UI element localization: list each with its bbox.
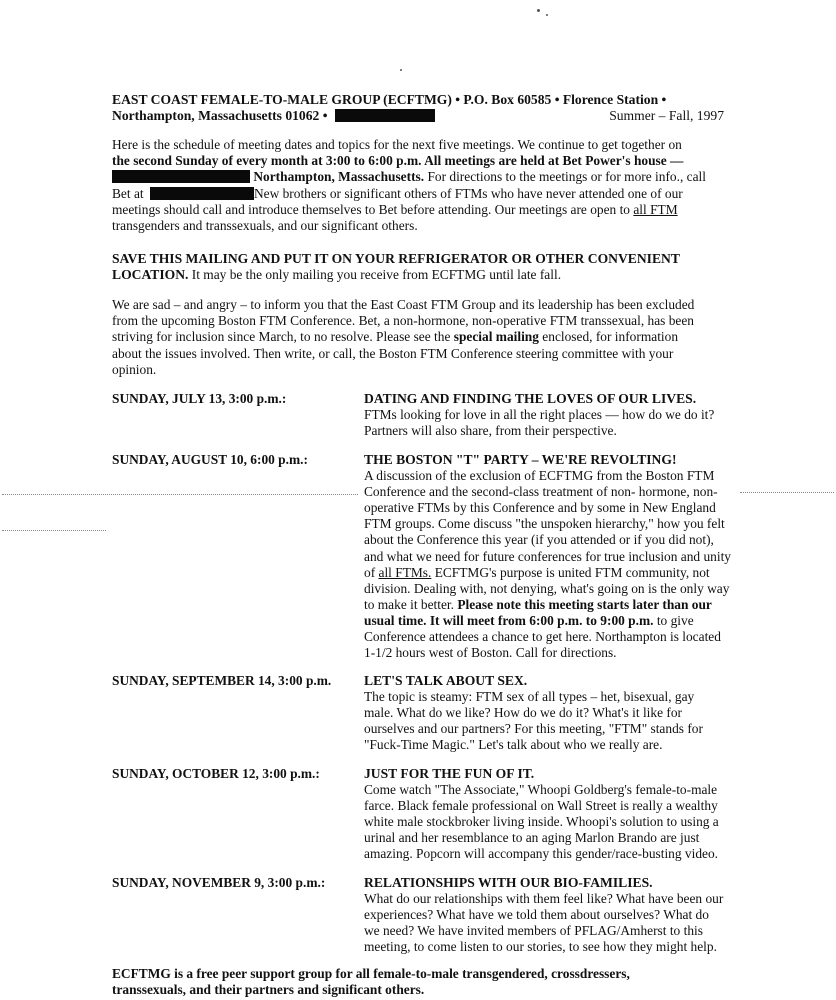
meeting-line: farce. Black female professional on Wall Street is really a wealthy xyxy=(364,798,718,814)
group-description-footer xyxy=(112,966,732,998)
letterhead-line-2 xyxy=(112,108,724,124)
meeting-line: Conference and the second-class treatment of non- hormone, non- xyxy=(364,484,718,500)
meeting-date: SUNDAY, AUGUST 10, 6:00 p.m.: xyxy=(112,452,308,467)
exclusion-line-text: striving for inclusion since March, to no resolve. Please see the xyxy=(112,329,451,345)
meeting-line: Come watch "The Associate," Whoopi Goldberg's female-to-male xyxy=(364,782,718,798)
exclusion-line-rest: enclosed, for information xyxy=(538,329,679,345)
exclusion-line xyxy=(112,329,732,345)
scan-speck xyxy=(546,14,548,16)
save-notice xyxy=(112,251,732,283)
intro-line-rest: For directions to the meetings or for more info., call xyxy=(424,169,706,185)
meeting-line-pre: to make it better. xyxy=(364,596,458,612)
intro-line xyxy=(112,186,732,202)
meeting-line: Conference attendees a chance to get here. Northampton is located xyxy=(364,629,721,645)
meeting-line: A discussion of the exclusion of ECFTMG from the Boston FTM xyxy=(364,468,715,484)
meeting-details xyxy=(364,673,742,753)
meeting-line: FTMs looking for love in all the right places — how do we do it? xyxy=(364,407,715,423)
mailing-season: Summer – Fall, 1997 xyxy=(609,108,724,123)
save-notice-location: LOCATION. xyxy=(112,267,189,283)
scan-noise xyxy=(740,492,834,494)
meeting-topic: JUST FOR THE FUN OF IT. xyxy=(364,766,535,781)
meeting-details xyxy=(364,452,742,661)
intro-line-text: meetings should call and introduce themselves to Bet before attending. Our meetings are open to xyxy=(112,201,630,217)
meeting-line: FTM groups. Come discuss "the unspoken hierarchy," how you felt xyxy=(364,516,725,532)
meeting-time-notice: Please note this meeting starts later than our xyxy=(457,596,712,612)
save-notice-heading: SAVE THIS MAILING AND PUT IT ON YOUR REFRIGERATOR OR OTHER CONVENIENT xyxy=(112,251,680,266)
redaction-bar xyxy=(335,109,435,122)
letterhead-line-1: EAST COAST FEMALE-TO-MALE GROUP (ECFTMG) • P.O. Box 60585 • Florence Station • xyxy=(112,92,667,107)
meeting-line xyxy=(364,565,742,581)
intro-city: Northampton, Massachusetts. xyxy=(253,169,425,185)
meeting-topic: THE BOSTON "T" PARTY – WE'RE REVOLTING! xyxy=(364,452,677,467)
redaction-bar xyxy=(150,187,254,200)
meeting-line: male. What do we like? How do we do it? What's it like for xyxy=(364,705,683,721)
meeting-line: about the Conference this year (if you attended or if you did not), xyxy=(364,532,714,548)
intro-line-rest: New brothers or significant others of FTMs who have never attended one of our xyxy=(253,185,683,201)
meeting-details xyxy=(364,875,742,955)
scan-noise xyxy=(2,530,106,532)
meeting-date: SUNDAY, JULY 13, 3:00 p.m.: xyxy=(112,391,287,406)
exclusion-line: about the issues involved. Then write, or call, the Boston FTM Conference steering committee with your xyxy=(112,345,674,361)
exclusion-line: opinion. xyxy=(112,361,157,377)
meeting-line: The topic is steamy: FTM sex of all types – het, bisexual, gay xyxy=(364,689,695,705)
meeting-line: meeting, to come listen to our stories, to see how they might help. xyxy=(364,939,717,955)
meeting-line xyxy=(364,613,742,629)
meeting-topic: RELATIONSHIPS WITH OUR BIO-FAMILIES. xyxy=(364,875,653,890)
footer-line: transsexuals, and their partners and significant others. xyxy=(112,982,425,998)
meeting-line: "Fuck-Time Magic." Let's talk about who we really are. xyxy=(364,737,663,753)
meeting-date: SUNDAY, NOVEMBER 9, 3:00 p.m.: xyxy=(112,875,326,890)
meeting-line: amazing. Popcorn will accompany this gender/race-busting video. xyxy=(364,846,719,862)
intro-line-bold: the second Sunday of every month at 3:00 to 6:00 p.m. All meetings are held at Bet Power's house — xyxy=(112,153,684,169)
meeting-details xyxy=(364,766,742,863)
meeting-underlined: all FTMs. xyxy=(378,564,432,580)
letterhead-address: Northampton, Massachusetts 01062 • xyxy=(112,108,328,123)
save-notice-line xyxy=(112,267,732,283)
scan-speck xyxy=(400,69,402,71)
meeting-line: operative FTMs by this Conference and by some in New England xyxy=(364,500,716,516)
intro-line xyxy=(112,202,732,218)
meeting-line-post: ECFTMG's purpose is united FTM community, not xyxy=(431,564,710,580)
save-notice-rest: It may be the only mailing you receive from ECFTMG until late fall. xyxy=(188,267,562,283)
scan-noise xyxy=(2,494,358,496)
meeting-topic: DATING AND FINDING THE LOVES OF OUR LIVES. xyxy=(364,391,697,406)
meeting-line: and what we need for future conferences for true inclusion and unity xyxy=(364,548,731,564)
meeting-line-pre: of xyxy=(364,564,379,580)
meeting-line: 1-1/2 hours west of Boston. Call for directions. xyxy=(364,645,617,661)
meeting-line: division. Dealing with, not denying, what's going on is the only way xyxy=(364,580,730,596)
meeting-line: Partners will also share, from their perspective. xyxy=(364,423,617,439)
meeting-line: urinal and her resemblance to an aging Marlon Brando are just xyxy=(364,830,700,846)
exclusion-paragraph xyxy=(112,297,732,378)
meeting-line-post: to give xyxy=(653,612,694,628)
meeting-line: ourselves and our partners? For this meeting, "FTM" stands for xyxy=(364,721,703,737)
letterhead xyxy=(112,92,724,124)
meeting-line xyxy=(364,597,742,613)
exclusion-special-mailing: special mailing xyxy=(453,329,539,345)
intro-line-start: Bet at xyxy=(112,185,144,201)
meeting-date: SUNDAY, OCTOBER 12, 3:00 p.m.: xyxy=(112,766,320,781)
meeting-line: experiences? What have we told them about ourselves? What do xyxy=(364,907,709,923)
redaction-bar xyxy=(112,170,250,183)
intro-line: transgenders and transsexuals, and our significant others. xyxy=(112,218,418,234)
footer-line: ECFTMG is a free peer support group for all female-to-male transgendered, crossdressers, xyxy=(112,966,630,981)
meeting-line: What do our relationships with them feel like? What have been our xyxy=(364,891,724,907)
intro-underlined: all FTM xyxy=(633,201,678,217)
scan-speck xyxy=(537,9,540,12)
meeting-time-notice: usual time. It will meet from 6:00 p.m. to 9:00 p.m. xyxy=(364,612,654,628)
intro-line: Here is the schedule of meeting dates and topics for the next five meetings. We continue to get together on xyxy=(112,137,682,152)
meeting-topic: LET'S TALK ABOUT SEX. xyxy=(364,673,528,688)
intro-paragraph xyxy=(112,137,732,234)
exclusion-line: from the upcoming Boston FTM Conference. Bet, a non-hormone, non-operative FTM transsexual, has been xyxy=(112,313,694,329)
intro-line xyxy=(112,169,732,185)
meeting-date: SUNDAY, SEPTEMBER 14, 3:00 p.m. xyxy=(112,673,332,688)
meeting-line: white male stockbroker living inside. Whoopi's solution to using a xyxy=(364,814,719,830)
meeting-line: we need? We have invited members of PFLAG/Amherst to this xyxy=(364,923,703,939)
exclusion-line: We are sad – and angry – to inform you that the East Coast FTM Group and its leadership has been excluded xyxy=(112,297,695,312)
meeting-details xyxy=(364,391,742,439)
